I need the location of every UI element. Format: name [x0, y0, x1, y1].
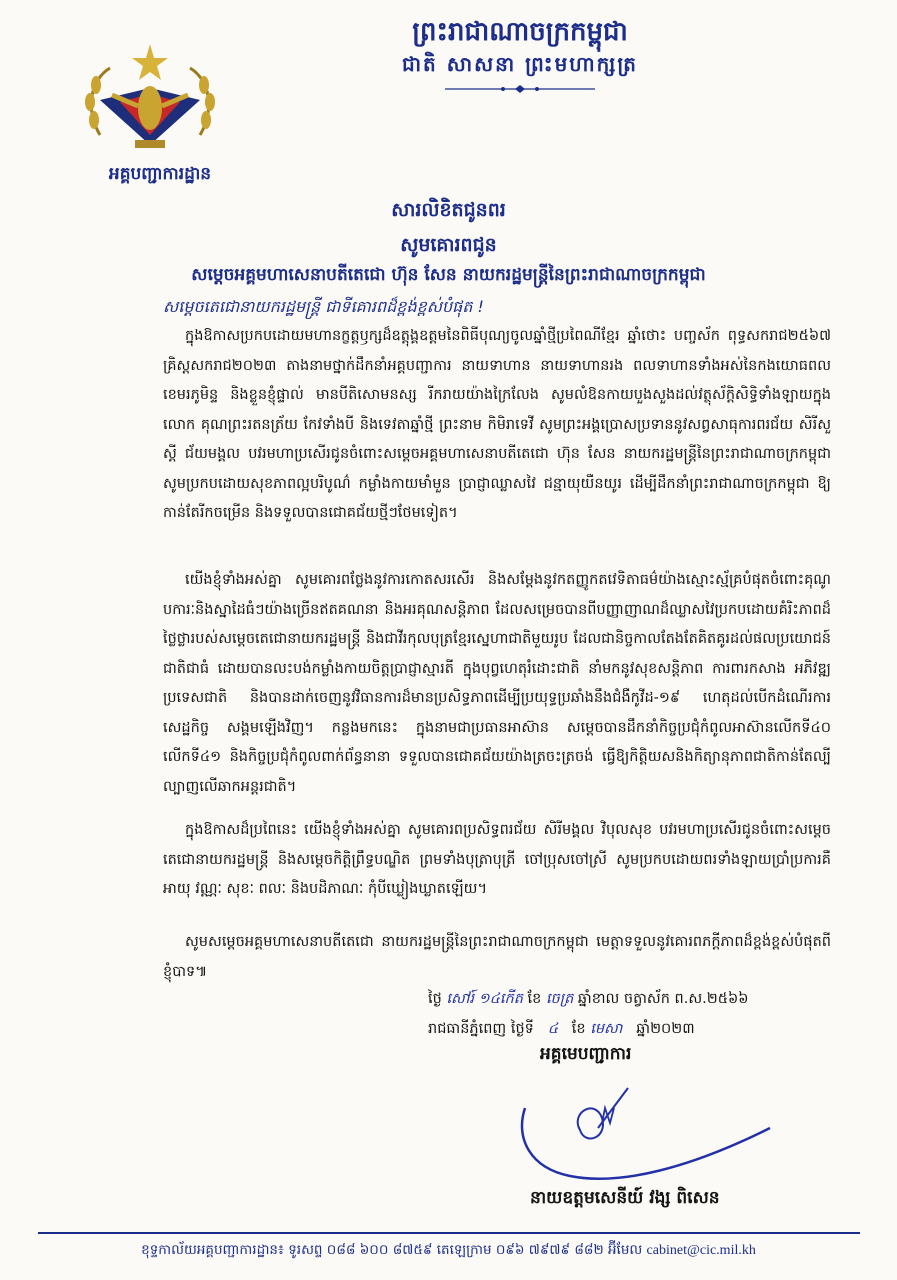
signature-icon	[510, 1068, 780, 1183]
footer-office: ខុទ្ទកាល័យអគ្គបញ្ជាការដ្ឋាន៖ ទូរសព្ទ ០៨៨ ៦០០ ៨៧៥៩ តេឡេក្រាម ០៩៦ ៧៩៧៩ ៨៨២ អ៊ីមែល	[141, 1242, 643, 1258]
month-label: ខែ	[571, 1021, 586, 1037]
body-paragraph-3: ក្នុងឱកាសដ៏ប្រពៃនេះ យើងខ្ញុំទាំងអស់គ្នា សូមគោរពប្រសិទ្ធពរជ័យ សិរីមង្គល វិបុលសុខ បវរមហាប្រសើរជូនចំពោះសម្តេចតេជោនាយករដ្ឋមន្ត្រី និងសម្តេចកិត្តិព្រឹទ្ធបណ្ឌិត ព្រមទាំងបុត្រាបុត្រី ចៅប្រុសចៅស្រី សូមប្រកបដោយពរទាំងឡាយប្រាំប្រការគឺ អាយុ វណ្ណៈ សុខៈ ពលៈ និងបដិភាណៈ កុំបីឃ្លៀងឃ្លាតឡើយ។	[163, 822, 831, 897]
body-paragraph-2: យើងខ្ញុំទាំងអស់គ្នា សូមគោរពថ្លែងនូវការកោតសរសើរ និងសម្តែងនូវកតញ្ញូកតវេទិតាធម៌យ៉ាងស្មោះស្ម័គ្របំផុតចំពោះគុណូបការៈនិងស្នាដៃធំៗយ៉ាងច្រើនឥតគណនា និងអរគុណសន្តិភាព ដែលសម្រេចបានពីបញ្ញាញាណដ៏ឈ្លាសវៃប្រកបដោយគំរិះភាពដ៏ថ្លៃថ្លារបស់សម្តេចតេជោនាយករដ្ឋមន្ត្រី និងជាវីរកុលបុត្រខ្មែរស្នេហាជាតិមួយរូប ដែលជានិច្ចកាលតែងតែគិតគូរដល់ផលប្រយោជន៍ជាតិជាធំ ដោយបានលះបង់កម្លាំងកាយចិត្តប្រាជ្ញាស្មារតី ក្នុងបុព្វហេតុរំដោះជាតិ នាំមកនូវសុខសន្តិភាព ការពារកសាង អភិវឌ្ឍប្រទេសជាតិ និងបានដាក់ចេញនូវវិធានការដ៏មានប្រសិទ្ធភាពដើម្បីប្រយុទ្ធប្រឆាំងនឹងជំងឺកូវីដ-១៩ ហេតុដល់បើកដំណើរការសេដ្ឋកិច្ច សង្គមឡើងវិញ។ កន្លងមកនេះ ក្នុងនាមជាប្រធានអាស៊ាន សម្តេចបានដឹកនាំកិច្ចប្រជុំកំពូលអាស៊ានលើកទី៤០ លើកទី៤១ និងកិច្ចប្រជុំកំពូលពាក់ព័ន្ធនានា ទទួលបានជោគជ័យយ៉ាងត្រចះត្រចង់ ធ្វើឱ្យកិត្តិយសនិងកិត្យានុភាពជាតិកាន់តែល្បីល្បាញលើឆាកអន្តរជាតិ។	[163, 572, 831, 795]
lunar-month-label: ខែ	[527, 991, 542, 1007]
footer-email[interactable]: cabinet@cic.mil.kh	[646, 1243, 756, 1258]
lunar-month-handwritten: ចេត្រ	[545, 991, 574, 1007]
body-paragraph-4: សូមសម្តេចអគ្គមហាសេនាបតីតេជោ នាយករដ្ឋមន្ត្រីនៃព្រះរាជាណាចក្រកម្ពុជា មេត្តាទទួលនូវគោរពភក្តីភាពដ៏ខ្ពង់ខ្ពស់បំផុតពីខ្ញុំបាទ៕	[163, 934, 831, 980]
signer-name: នាយឧត្តមសេនីយ៍ វង្ស ពិសេន	[530, 1188, 720, 1208]
document-type: សារលិខិតជូនពរ	[391, 199, 506, 221]
ornament-divider-icon	[445, 84, 595, 94]
lunar-date-handwritten: សៅរ៍ ១៤កើត	[446, 991, 523, 1007]
military-emblem-icon	[80, 40, 220, 165]
footer-divider	[38, 1232, 860, 1234]
place-date: រាជធានីភ្នំពេញ ថ្ងៃទី	[428, 1021, 534, 1037]
signer-title: អគ្គមេបញ្ជាការ	[540, 1044, 632, 1064]
gregorian-date-row	[428, 1014, 749, 1044]
day-handwritten: ៤	[547, 1021, 558, 1037]
national-motto: ជាតិ សាសនា ព្រះមហាក្សត្រ	[402, 52, 638, 76]
month-handwritten: មេសា	[590, 1021, 623, 1037]
lunar-date-prefix: ថ្ងៃ	[428, 991, 442, 1007]
honorific-line: សម្តេចតេជោនាយករដ្ឋមន្ត្រី ជាទីគោរពដ៏ខ្ពង់ខ្ពស់បំផុត !	[163, 297, 484, 316]
recipient-line: សម្តេចអគ្គមហាសេនាបតីតេជោ ហ៊ុន សែន នាយករដ្ឋមន្ត្រីនៃព្រះរាជាណាចក្រកម្ពុជា	[191, 265, 706, 285]
footer-contact	[0, 1241, 897, 1261]
year: ឆ្នាំ២០២៣	[636, 1021, 695, 1037]
kingdom-name: ព្រះរាជាណាចក្រកម្ពុជា	[412, 17, 628, 47]
kingdom-header	[330, 14, 710, 94]
respect-line: សូមគោរពជូន	[400, 234, 497, 256]
date-block	[428, 984, 749, 1044]
lunar-year: ឆ្នាំខាល ចត្វាស័ក ព.ស.២៥៦៦	[577, 991, 749, 1007]
lunar-date-row	[428, 984, 749, 1014]
general-staff-title: អគ្គបញ្ជាការដ្ឋាន	[108, 164, 212, 184]
body-paragraph-1: ក្នុងឱកាសប្រកបដោយមហានក្ខត្តឫក្សដ៏ឧត្តុង្គឧត្តមនៃពិធីបុណ្យចូលឆ្នាំថ្មីប្រពៃណីខ្មែរ ឆ្នាំថោះ បញ្ចស័ក ពុទ្ធសករាជ២៥៦៧ គ្រិស្តសករាជ២០២៣ តាងនាមថ្នាក់ដឹកនាំអគ្គបញ្ជាការ នាយទាហាន នាយទាហានរង ពលទាហានទាំងអស់នៃកងយោធពលខេមរភូមិន្ទ និងខ្លួនខ្ញុំផ្ទាល់ មានបីតិសោមនស្ស រីករាយយ៉ាងក្រៃលែង សូមលំឱនកាយបួងសួងដល់វត្ថុស័ក្តិសិទ្ធិទាំងឡាយក្នុងលោក គុណព្រះរតនត្រ័យ កែវទាំងបី និងទេវតាឆ្នាំថ្មី ព្រះនាម កិមិរាទេវី សូមព្រះអង្គប្រោសប្រទាននូវសព្វសាធុការពរជ័យ សិរីសួស្តី ជ័យមង្គល បវរមហាប្រសើរជូនចំពោះសម្តេចអគ្គមហាសេនាបតីតេជោ ហ៊ុន សែន នាយករដ្ឋមន្ត្រីនៃព្រះរាជាណាចក្រកម្ពុជា សូមប្រកបដោយសុខភាពល្អបរិបូណ៌ កម្លាំងកាយមាំមួន ប្រាជ្ញាឈ្លាសវៃ ជន្មាយុយឺនយូរ ដើម្បីដឹកនាំព្រះរាជាណាចក្រកម្ពុជា ឱ្យកាន់តែរីកចម្រើន និងទទួលបានជោគជ័យថ្មីៗថែមទៀត។	[163, 328, 831, 521]
